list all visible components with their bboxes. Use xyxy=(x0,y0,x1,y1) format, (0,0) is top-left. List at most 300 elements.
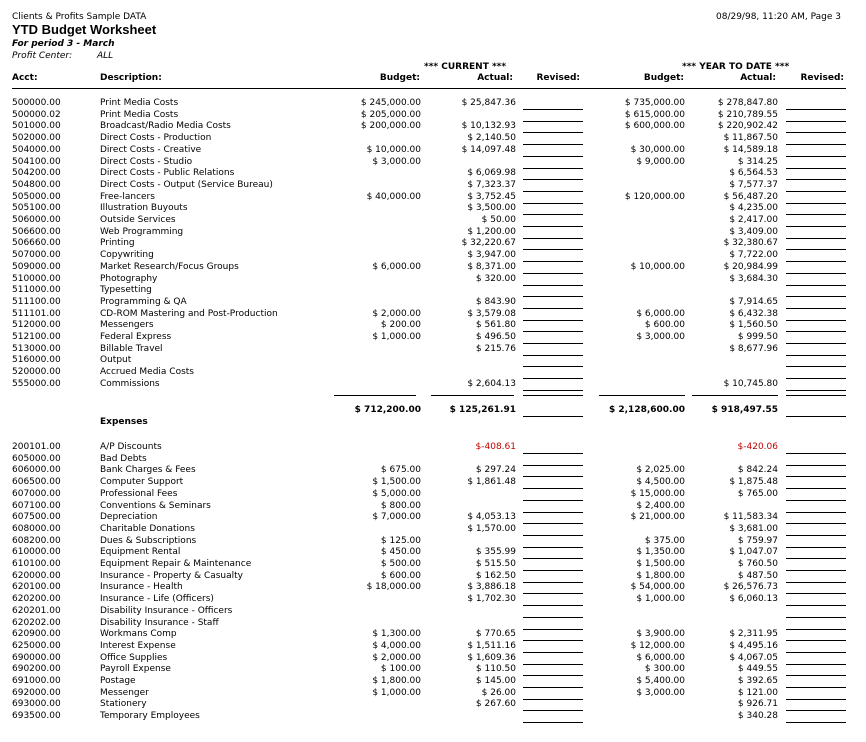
total-rule-revised xyxy=(523,395,583,396)
table-row xyxy=(0,344,866,356)
ytd-budget-cell: $ 6,000.00 xyxy=(636,652,685,663)
col-acct: Acct: xyxy=(12,73,38,83)
ytd-actual-cell: $ 1,047.07 xyxy=(729,547,778,558)
ytd-actual-cell: $ 1,560.50 xyxy=(729,320,778,331)
ytd-actual-cell: $ 32,380.67 xyxy=(723,238,778,249)
description-cell: Accrued Media Costs xyxy=(100,367,194,378)
table-row xyxy=(0,489,866,501)
ytd-budget-cell: $ 615,000.00 xyxy=(624,109,685,120)
description-cell: Web Programming xyxy=(100,226,184,237)
acct-cell: 693500.00 xyxy=(12,711,61,722)
description-cell: Outside Services xyxy=(100,215,176,225)
acct-cell: 511101.00 xyxy=(12,308,61,319)
table-row xyxy=(0,250,866,262)
ytd-actual-cell: $ 7,577.37 xyxy=(729,179,778,190)
table-row xyxy=(0,477,866,489)
ytd-actual-cell: $ 14,589.18 xyxy=(723,144,778,155)
table-row xyxy=(0,711,866,723)
actual-cell: $ 3,579.08 xyxy=(467,308,516,319)
description-cell: Typesetting xyxy=(100,285,152,296)
actual-cell: $ 1,861.48 xyxy=(467,477,516,488)
table-row xyxy=(0,262,866,274)
report-period: For period 3 - March xyxy=(12,39,115,49)
actual-cell: $ 1,702.30 xyxy=(467,594,516,605)
budget-cell: $ 200,000.00 xyxy=(360,121,421,132)
budget-cell: $ 245,000.00 xyxy=(360,98,421,108)
description-cell: Printing xyxy=(100,238,135,249)
ytd-budget-cell: $ 1,500.00 xyxy=(636,559,685,569)
acct-cell: 690000.00 xyxy=(12,652,61,663)
budget-cell: $ 40,000.00 xyxy=(366,191,421,202)
acct-cell: 555000.00 xyxy=(12,378,61,389)
report-datetime: 08/29/98, 11:20 AM, Page 3 xyxy=(716,12,841,22)
actual-cell: $ 496.50 xyxy=(475,332,516,342)
acct-cell: 692000.00 xyxy=(12,687,61,698)
budget-cell: $ 500.00 xyxy=(380,559,421,569)
description-cell: Insurance - Health xyxy=(100,582,183,593)
company-name: Clients & Profits Sample DATA xyxy=(12,12,147,22)
actual-cell: $ 162.50 xyxy=(475,570,516,581)
budget-cell: $ 4,000.00 xyxy=(372,640,421,651)
table-row xyxy=(0,98,866,110)
ytd-budget-cell: $ 15,000.00 xyxy=(630,488,685,499)
table-row xyxy=(0,571,866,583)
col-actual: Actual: xyxy=(477,73,513,83)
budget-cell: $ 205,000.00 xyxy=(360,109,421,120)
acct-cell: 504000.00 xyxy=(12,144,61,155)
description-cell: Insurance - Life (Officers) xyxy=(100,594,214,605)
acct-cell: 520000.00 xyxy=(12,367,61,378)
description-cell: Print Media Costs xyxy=(100,98,179,108)
ytd-budget-cell: $ 3,000.00 xyxy=(636,687,685,698)
acct-cell: 513000.00 xyxy=(12,343,61,354)
description-cell: A/P Discounts xyxy=(100,442,162,452)
table-row xyxy=(0,536,866,548)
description-cell: Disability Insurance - Staff xyxy=(100,617,219,628)
acct-cell: 620200.00 xyxy=(12,594,61,605)
acct-cell: 505000.00 xyxy=(12,191,61,202)
description-cell: Direct Costs - Production xyxy=(100,133,212,144)
acct-cell: 607500.00 xyxy=(12,512,61,523)
ytd-budget-cell: $ 21,000.00 xyxy=(630,512,685,523)
ytd-revised-line xyxy=(786,390,846,391)
description-cell: Postage xyxy=(100,676,136,686)
col-revised: Revised: xyxy=(536,73,580,83)
ytd-actual-cell: $ 926.71 xyxy=(737,699,778,710)
table-row xyxy=(0,559,866,571)
table-row xyxy=(0,501,866,513)
acct-cell: 620100.00 xyxy=(12,582,61,593)
acct-cell: 516000.00 xyxy=(12,355,61,366)
table-row xyxy=(0,297,866,309)
description-cell: Payroll Expense xyxy=(100,664,171,675)
acct-cell: 506600.00 xyxy=(12,226,61,237)
acct-cell: 504800.00 xyxy=(12,179,61,190)
description-cell: Direct Costs - Output (Service Bureau) xyxy=(100,179,273,190)
ytd-budget-cell: $ 5,400.00 xyxy=(636,676,685,686)
total-budget: $ 712,200.00 xyxy=(354,405,421,415)
ytd-actual-cell: $ 3,684.30 xyxy=(729,273,778,284)
ytd-actual-cell: $ 3,409.00 xyxy=(729,226,778,237)
budget-cell: $ 600.00 xyxy=(380,570,421,581)
description-cell: CD-ROM Mastering and Post-Production xyxy=(100,308,278,319)
table-row xyxy=(0,203,866,215)
actual-cell: $ 3,752.45 xyxy=(467,191,516,202)
ytd-actual-cell: $ 220,902.42 xyxy=(717,121,778,132)
ytd-actual-cell: $ 760.50 xyxy=(737,559,778,569)
table-row xyxy=(0,676,866,688)
col-budget: Budget: xyxy=(379,73,420,83)
description-cell: Copywriting xyxy=(100,250,154,261)
table-row xyxy=(0,180,866,192)
acct-cell: 512000.00 xyxy=(12,320,61,331)
ytd-budget-cell: $ 1,800.00 xyxy=(636,570,685,581)
table-row xyxy=(0,192,866,204)
col-ytd-revised: Revised: xyxy=(800,73,844,83)
acct-cell: 506660.00 xyxy=(12,238,61,249)
ytd-budget-cell: $ 735,000.00 xyxy=(624,98,685,108)
acct-cell: 509000.00 xyxy=(12,261,61,272)
table-row xyxy=(0,285,866,297)
description-cell: Bad Debts xyxy=(100,453,147,464)
acct-cell: 625000.00 xyxy=(12,640,61,651)
table-row xyxy=(0,274,866,286)
actual-cell: $ 14,097.48 xyxy=(461,144,516,155)
description-cell: Output xyxy=(100,355,132,366)
description-cell: Broadcast/Radio Media Costs xyxy=(100,121,231,132)
table-row xyxy=(0,606,866,618)
ytd-budget-cell: $ 120,000.00 xyxy=(624,191,685,202)
table-row xyxy=(0,227,866,239)
budget-cell: $ 800.00 xyxy=(380,500,421,511)
table-row xyxy=(0,309,866,321)
description-cell: Disability Insurance - Officers xyxy=(100,605,233,616)
actual-cell: $ 297.24 xyxy=(475,465,516,476)
ytd-actual-cell: $ 340.28 xyxy=(737,711,778,722)
table-row xyxy=(0,367,866,379)
actual-cell: $ 843.90 xyxy=(475,296,516,307)
table-row xyxy=(0,664,866,676)
acct-cell: 506000.00 xyxy=(12,215,61,225)
table-row xyxy=(0,442,866,454)
budget-cell: $ 1,000.00 xyxy=(372,687,421,698)
ytd-actual-cell: $ 20,984.99 xyxy=(723,261,778,272)
ytd-actual-cell: $ 6,564.53 xyxy=(729,168,778,179)
table-row xyxy=(0,594,866,606)
acct-cell: 504200.00 xyxy=(12,168,61,179)
table-row xyxy=(0,629,866,641)
description-cell: Equipment Repair & Maintenance xyxy=(100,559,252,569)
total-ytd-budget: $ 2,128,600.00 xyxy=(608,405,685,415)
actual-cell: $ 355.99 xyxy=(475,547,516,558)
actual-cell: $ 10,132.93 xyxy=(461,121,516,132)
ytd-actual-cell: $ 10,745.80 xyxy=(723,378,778,389)
actual-cell: $ 145.00 xyxy=(475,676,516,686)
table-row xyxy=(0,110,866,122)
actual-cell: $ 1,609.36 xyxy=(467,652,516,663)
ytd-actual-cell: $ 56,487.20 xyxy=(723,191,778,202)
budget-cell: $ 5,000.00 xyxy=(372,488,421,499)
budget-cell: $ 1,500.00 xyxy=(372,477,421,488)
ytd-group-heading: *** YEAR TO DATE *** xyxy=(682,62,790,72)
ytd-actual-cell: $ 121.00 xyxy=(737,687,778,698)
table-row xyxy=(0,238,866,250)
table-row xyxy=(0,547,866,559)
description-cell: Illustration Buyouts xyxy=(100,203,188,214)
header-rule xyxy=(12,88,846,89)
budget-cell: $ 1,000.00 xyxy=(372,332,421,342)
ytd-actual-cell: $ 999.50 xyxy=(737,332,778,342)
revised-line xyxy=(523,390,583,391)
ytd-actual-cell: $ 3,681.00 xyxy=(729,523,778,534)
actual-cell: $ 4,053.13 xyxy=(467,512,516,523)
expenses-heading: Expenses xyxy=(100,417,148,427)
acct-cell: 200101.00 xyxy=(12,442,61,452)
acct-cell: 610100.00 xyxy=(12,559,61,569)
ytd-budget-cell: $ 12,000.00 xyxy=(630,640,685,651)
description-cell: Insurance - Property & Casualty xyxy=(100,570,244,581)
ytd-actual-cell: $ 842.24 xyxy=(737,465,778,476)
budget-cell: $ 2,000.00 xyxy=(372,652,421,663)
acct-cell: 502000.00 xyxy=(12,133,61,144)
ytd-budget-cell: $ 1,000.00 xyxy=(636,594,685,605)
ytd-actual-cell: $ 210,789.55 xyxy=(717,109,778,120)
acct-cell: 512100.00 xyxy=(12,332,61,342)
acct-cell: 505100.00 xyxy=(12,203,61,214)
ytd-budget-cell: $ 6,000.00 xyxy=(636,308,685,319)
description-cell: Stationery xyxy=(100,699,147,710)
acct-cell: 606000.00 xyxy=(12,465,61,476)
budget-cell: $ 450.00 xyxy=(380,547,421,558)
acct-cell: 691000.00 xyxy=(12,676,61,686)
description-cell: Commissions xyxy=(100,378,160,389)
acct-cell: 620000.00 xyxy=(12,570,61,581)
actual-cell: $ 50.00 xyxy=(481,215,516,225)
ytd-actual-cell: $ 759.97 xyxy=(737,535,778,546)
acct-cell: 607100.00 xyxy=(12,500,61,511)
ytd-actual-cell: $ 26,576.73 xyxy=(723,582,778,593)
acct-cell: 608200.00 xyxy=(12,535,61,546)
actual-cell: $ 7,323.37 xyxy=(467,179,516,190)
table-row xyxy=(0,454,866,466)
table-row xyxy=(0,168,866,180)
actual-cell: $ 6,069.98 xyxy=(467,168,516,179)
ytd-actual-cell: $-420.06 xyxy=(737,442,778,452)
table-row xyxy=(0,379,866,391)
acct-cell: 507000.00 xyxy=(12,250,61,261)
ytd-actual-cell: $ 7,914.65 xyxy=(729,296,778,307)
ytd-budget-cell: $ 4,500.00 xyxy=(636,477,685,488)
ytd-actual-cell: $ 11,583.34 xyxy=(723,512,778,523)
total-rule-ytd-budget xyxy=(599,395,685,396)
budget-cell: $ 1,800.00 xyxy=(372,676,421,686)
budget-cell: $ 1,300.00 xyxy=(372,629,421,640)
description-cell: Federal Express xyxy=(100,332,172,342)
acct-cell: 620900.00 xyxy=(12,629,61,640)
description-cell: Conventions & Seminars xyxy=(100,500,211,511)
actual-cell: $ 320.00 xyxy=(475,273,516,284)
actual-cell: $ 3,947.00 xyxy=(467,250,516,261)
description-cell: Dues & Subscriptions xyxy=(100,535,197,546)
ytd-actual-cell: $ 4,495.16 xyxy=(729,640,778,651)
description-cell: Equipment Rental xyxy=(100,547,181,558)
acct-cell: 693000.00 xyxy=(12,699,61,710)
ytd-actual-cell: $ 7,722.00 xyxy=(729,250,778,261)
ytd-actual-cell: $ 278,847.80 xyxy=(717,98,778,108)
report-title: YTD Budget Worksheet xyxy=(12,22,157,37)
description-cell: Interest Expense xyxy=(100,640,176,651)
actual-cell: $ 32,220.67 xyxy=(461,238,516,249)
table-row xyxy=(0,641,866,653)
description-cell: Direct Costs - Creative xyxy=(100,144,202,155)
description-cell: Photography xyxy=(100,273,158,284)
description-cell: Temporary Employees xyxy=(100,711,200,722)
col-ytd-budget: Budget: xyxy=(643,73,684,83)
actual-cell: $ 561.80 xyxy=(475,320,516,331)
ytd-budget-cell: $ 2,025.00 xyxy=(636,465,685,476)
acct-cell: 605000.00 xyxy=(12,453,61,464)
ytd-budget-cell: $ 10,000.00 xyxy=(630,261,685,272)
ytd-actual-cell: $ 11,867.50 xyxy=(723,133,778,144)
budget-cell: $ 18,000.00 xyxy=(366,582,421,593)
ytd-actual-cell: $ 6,060.13 xyxy=(729,594,778,605)
budget-cell: $ 3,000.00 xyxy=(372,156,421,167)
table-row xyxy=(0,355,866,367)
actual-cell: $ 26.00 xyxy=(481,687,516,698)
table-row xyxy=(0,699,866,711)
budget-cell: $ 125.00 xyxy=(380,535,421,546)
description-cell: Direct Costs - Studio xyxy=(100,156,193,167)
table-row xyxy=(0,688,866,700)
ytd-actual-cell: $ 765.00 xyxy=(737,488,778,499)
actual-cell: $ 1,200.00 xyxy=(467,226,516,237)
ytd-budget-cell: $ 3,000.00 xyxy=(636,332,685,342)
total-rule-actual xyxy=(431,395,514,396)
total-rule-budget xyxy=(334,395,416,396)
table-row xyxy=(0,332,866,344)
ytd-budget-cell: $ 300.00 xyxy=(644,664,685,675)
table-row xyxy=(0,157,866,169)
description-cell: Depreciation xyxy=(100,512,158,523)
description-cell: Free-lancers xyxy=(100,191,155,202)
budget-cell: $ 2,000.00 xyxy=(372,308,421,319)
description-cell: Messenger xyxy=(100,687,149,698)
profit-center-label: Profit Center: xyxy=(12,51,73,61)
actual-cell: $ 2,604.13 xyxy=(467,378,516,389)
table-row xyxy=(0,121,866,133)
description-cell: Computer Support xyxy=(100,477,184,488)
table-row xyxy=(0,512,866,524)
acct-cell: 620202.00 xyxy=(12,617,61,628)
acct-cell: 620201.00 xyxy=(12,605,61,616)
actual-cell: $ 267.60 xyxy=(475,699,516,710)
acct-cell: 606500.00 xyxy=(12,477,61,488)
actual-cell: $ 1,511.16 xyxy=(467,640,516,651)
ytd-actual-cell: $ 487.50 xyxy=(737,570,778,581)
ytd-actual-cell: $ 314.25 xyxy=(737,156,778,167)
profit-center-value: ALL xyxy=(97,51,114,61)
total-ytd-actual: $ 918,497.55 xyxy=(711,405,778,415)
ytd-budget-cell: $ 9,000.00 xyxy=(636,156,685,167)
ytd-actual-cell: $ 2,417.00 xyxy=(729,215,778,225)
acct-cell: 500000.00 xyxy=(12,98,61,108)
description-cell: Direct Costs - Public Relations xyxy=(100,168,235,179)
table-row xyxy=(0,653,866,665)
actual-cell: $-408.61 xyxy=(475,442,516,452)
acct-cell: 510000.00 xyxy=(12,273,61,284)
acct-cell: 501000.00 xyxy=(12,121,61,132)
ytd-budget-cell: $ 1,350.00 xyxy=(636,547,685,558)
acct-cell: 608000.00 xyxy=(12,523,61,534)
ytd-actual-cell: $ 4,235.00 xyxy=(729,203,778,214)
table-row xyxy=(0,215,866,227)
ytd-budget-cell: $ 54,000.00 xyxy=(630,582,685,593)
actual-cell: $ 110.50 xyxy=(475,664,516,675)
ytd-budget-cell: $ 30,000.00 xyxy=(630,144,685,155)
description-cell: Programming & QA xyxy=(100,296,187,307)
actual-cell: $ 515.50 xyxy=(475,559,516,569)
budget-cell: $ 6,000.00 xyxy=(372,261,421,272)
table-row xyxy=(0,618,866,630)
table-row xyxy=(0,320,866,332)
table-row xyxy=(0,133,866,145)
total-rule-ytd-revised xyxy=(786,395,846,396)
table-row xyxy=(0,524,866,536)
actual-cell: $ 3,500.00 xyxy=(467,203,516,214)
ytd-actual-cell: $ 1,875.48 xyxy=(729,477,778,488)
total-revised-line xyxy=(523,416,583,417)
revised-line xyxy=(523,722,583,723)
actual-cell: $ 770.65 xyxy=(475,629,516,640)
actual-cell: $ 25,847.36 xyxy=(461,98,516,108)
description-cell: Print Media Costs xyxy=(100,109,179,120)
ytd-budget-cell: $ 600.00 xyxy=(644,320,685,331)
description-cell: Market Research/Focus Groups xyxy=(100,261,239,272)
ytd-actual-cell: $ 4,067.05 xyxy=(729,652,778,663)
acct-cell: 690200.00 xyxy=(12,664,61,675)
actual-cell: $ 8,371.00 xyxy=(467,261,516,272)
description-cell: Messengers xyxy=(100,320,154,331)
ytd-budget-cell: $ 2,400.00 xyxy=(636,500,685,511)
ytd-revised-line xyxy=(786,722,846,723)
ytd-budget-cell: $ 375.00 xyxy=(644,535,685,546)
budget-cell: $ 200.00 xyxy=(380,320,421,331)
description-cell: Charitable Donations xyxy=(100,523,195,534)
acct-cell: 511100.00 xyxy=(12,296,61,307)
description-cell: Workmans Comp xyxy=(100,629,177,640)
acct-cell: 511000.00 xyxy=(12,285,61,296)
description-cell: Office Supplies xyxy=(100,652,168,663)
col-description: Description: xyxy=(100,73,162,83)
budget-cell: $ 100.00 xyxy=(380,664,421,675)
acct-cell: 500000.02 xyxy=(12,109,61,120)
col-ytd-actual: Actual: xyxy=(740,73,776,83)
table-row xyxy=(0,465,866,477)
description-cell: Bank Charges & Fees xyxy=(100,465,196,476)
total-rule-ytd-actual xyxy=(692,395,778,396)
total-actual: $ 125,261.91 xyxy=(449,405,516,415)
description-cell: Billable Travel xyxy=(100,343,163,354)
ytd-actual-cell: $ 2,311.95 xyxy=(729,629,778,640)
total-ytd-revised-line xyxy=(786,416,846,417)
ytd-actual-cell: $ 392.65 xyxy=(737,676,778,686)
ytd-budget-cell: $ 600,000.00 xyxy=(624,121,685,132)
ytd-budget-cell: $ 3,900.00 xyxy=(636,629,685,640)
ytd-actual-cell: $ 8,677.96 xyxy=(729,343,778,354)
current-group-heading: *** CURRENT *** xyxy=(424,62,507,72)
actual-cell: $ 3,886.18 xyxy=(467,582,516,593)
table-row xyxy=(0,145,866,157)
